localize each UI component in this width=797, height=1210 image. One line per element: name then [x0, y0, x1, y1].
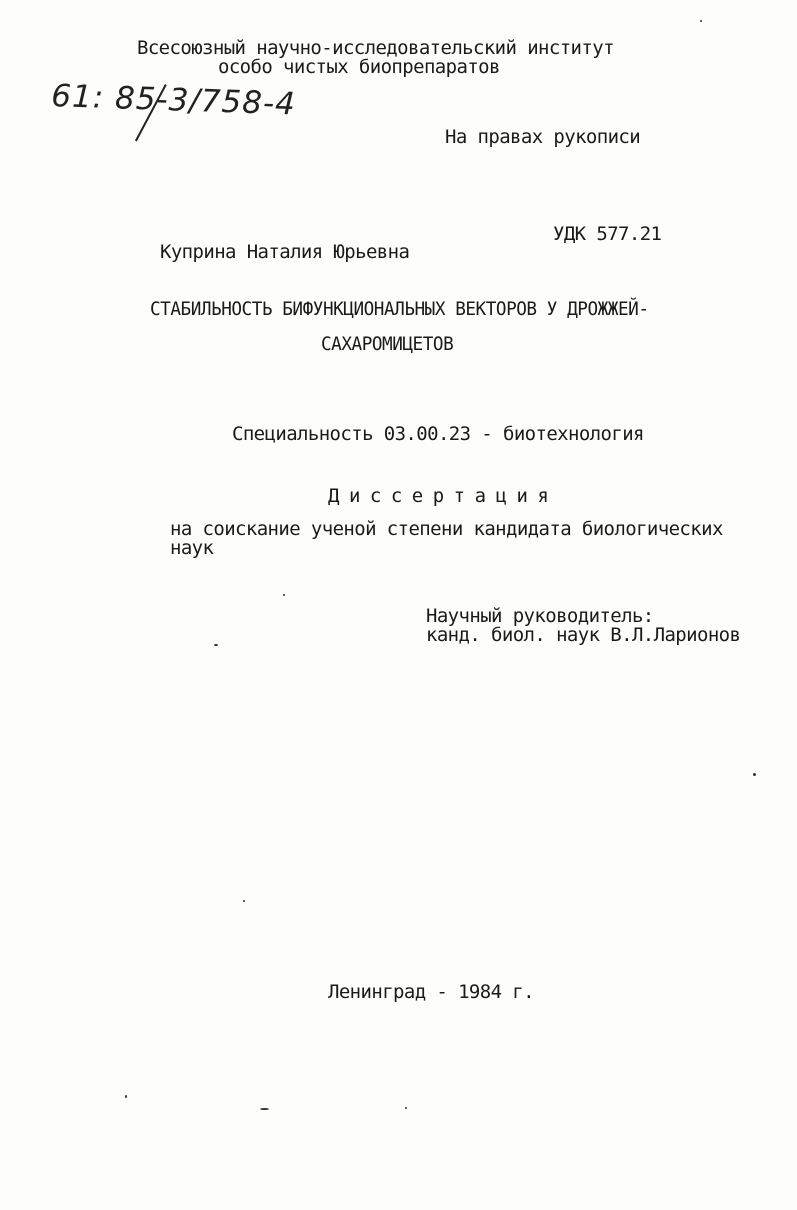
scan-speck	[214, 644, 218, 646]
scan-speck	[405, 1107, 407, 1109]
degree-line-2: наук	[170, 537, 214, 559]
supervisor-label: Научный руководитель:	[426, 605, 654, 627]
scan-speck	[243, 900, 245, 902]
scan-speck	[700, 20, 702, 22]
place-year: Ленинград - 1984 г.	[328, 981, 534, 1003]
scan-speck	[260, 1108, 269, 1110]
rights-note: На правах рукописи	[445, 126, 641, 148]
title-line-2: САХАРОМИЦЕТОВ	[321, 333, 454, 355]
handwritten-archive-code: 61: 85-3/758-4	[50, 78, 297, 123]
specialty: Специальность 03.00.23 - биотехнология	[232, 423, 644, 445]
udc-code: УДК 577.21	[553, 223, 662, 245]
scan-speck	[125, 1095, 127, 1098]
institute-line-2: особо чистых биопрепаратов	[218, 56, 500, 78]
author-name: Куприна Наталия Юрьевна	[160, 241, 410, 263]
institute-line-1: Всесоюзный научно-исследовательский институт	[137, 37, 614, 59]
supervisor-name: канд. биол. наук В.Л.Ларионов	[426, 624, 741, 646]
document-type: Диссертация	[328, 485, 559, 507]
degree-line-1: на соискание ученой степени кандидата биологических	[170, 518, 723, 540]
title-line-1: СТАБИЛЬНОСТЬ БИФУНКЦИОНАЛЬНЫХ ВЕКТОРОВ У ДРОЖЖЕЙ-	[150, 298, 649, 320]
scan-speck	[753, 773, 756, 776]
scan-speck	[283, 594, 285, 596]
